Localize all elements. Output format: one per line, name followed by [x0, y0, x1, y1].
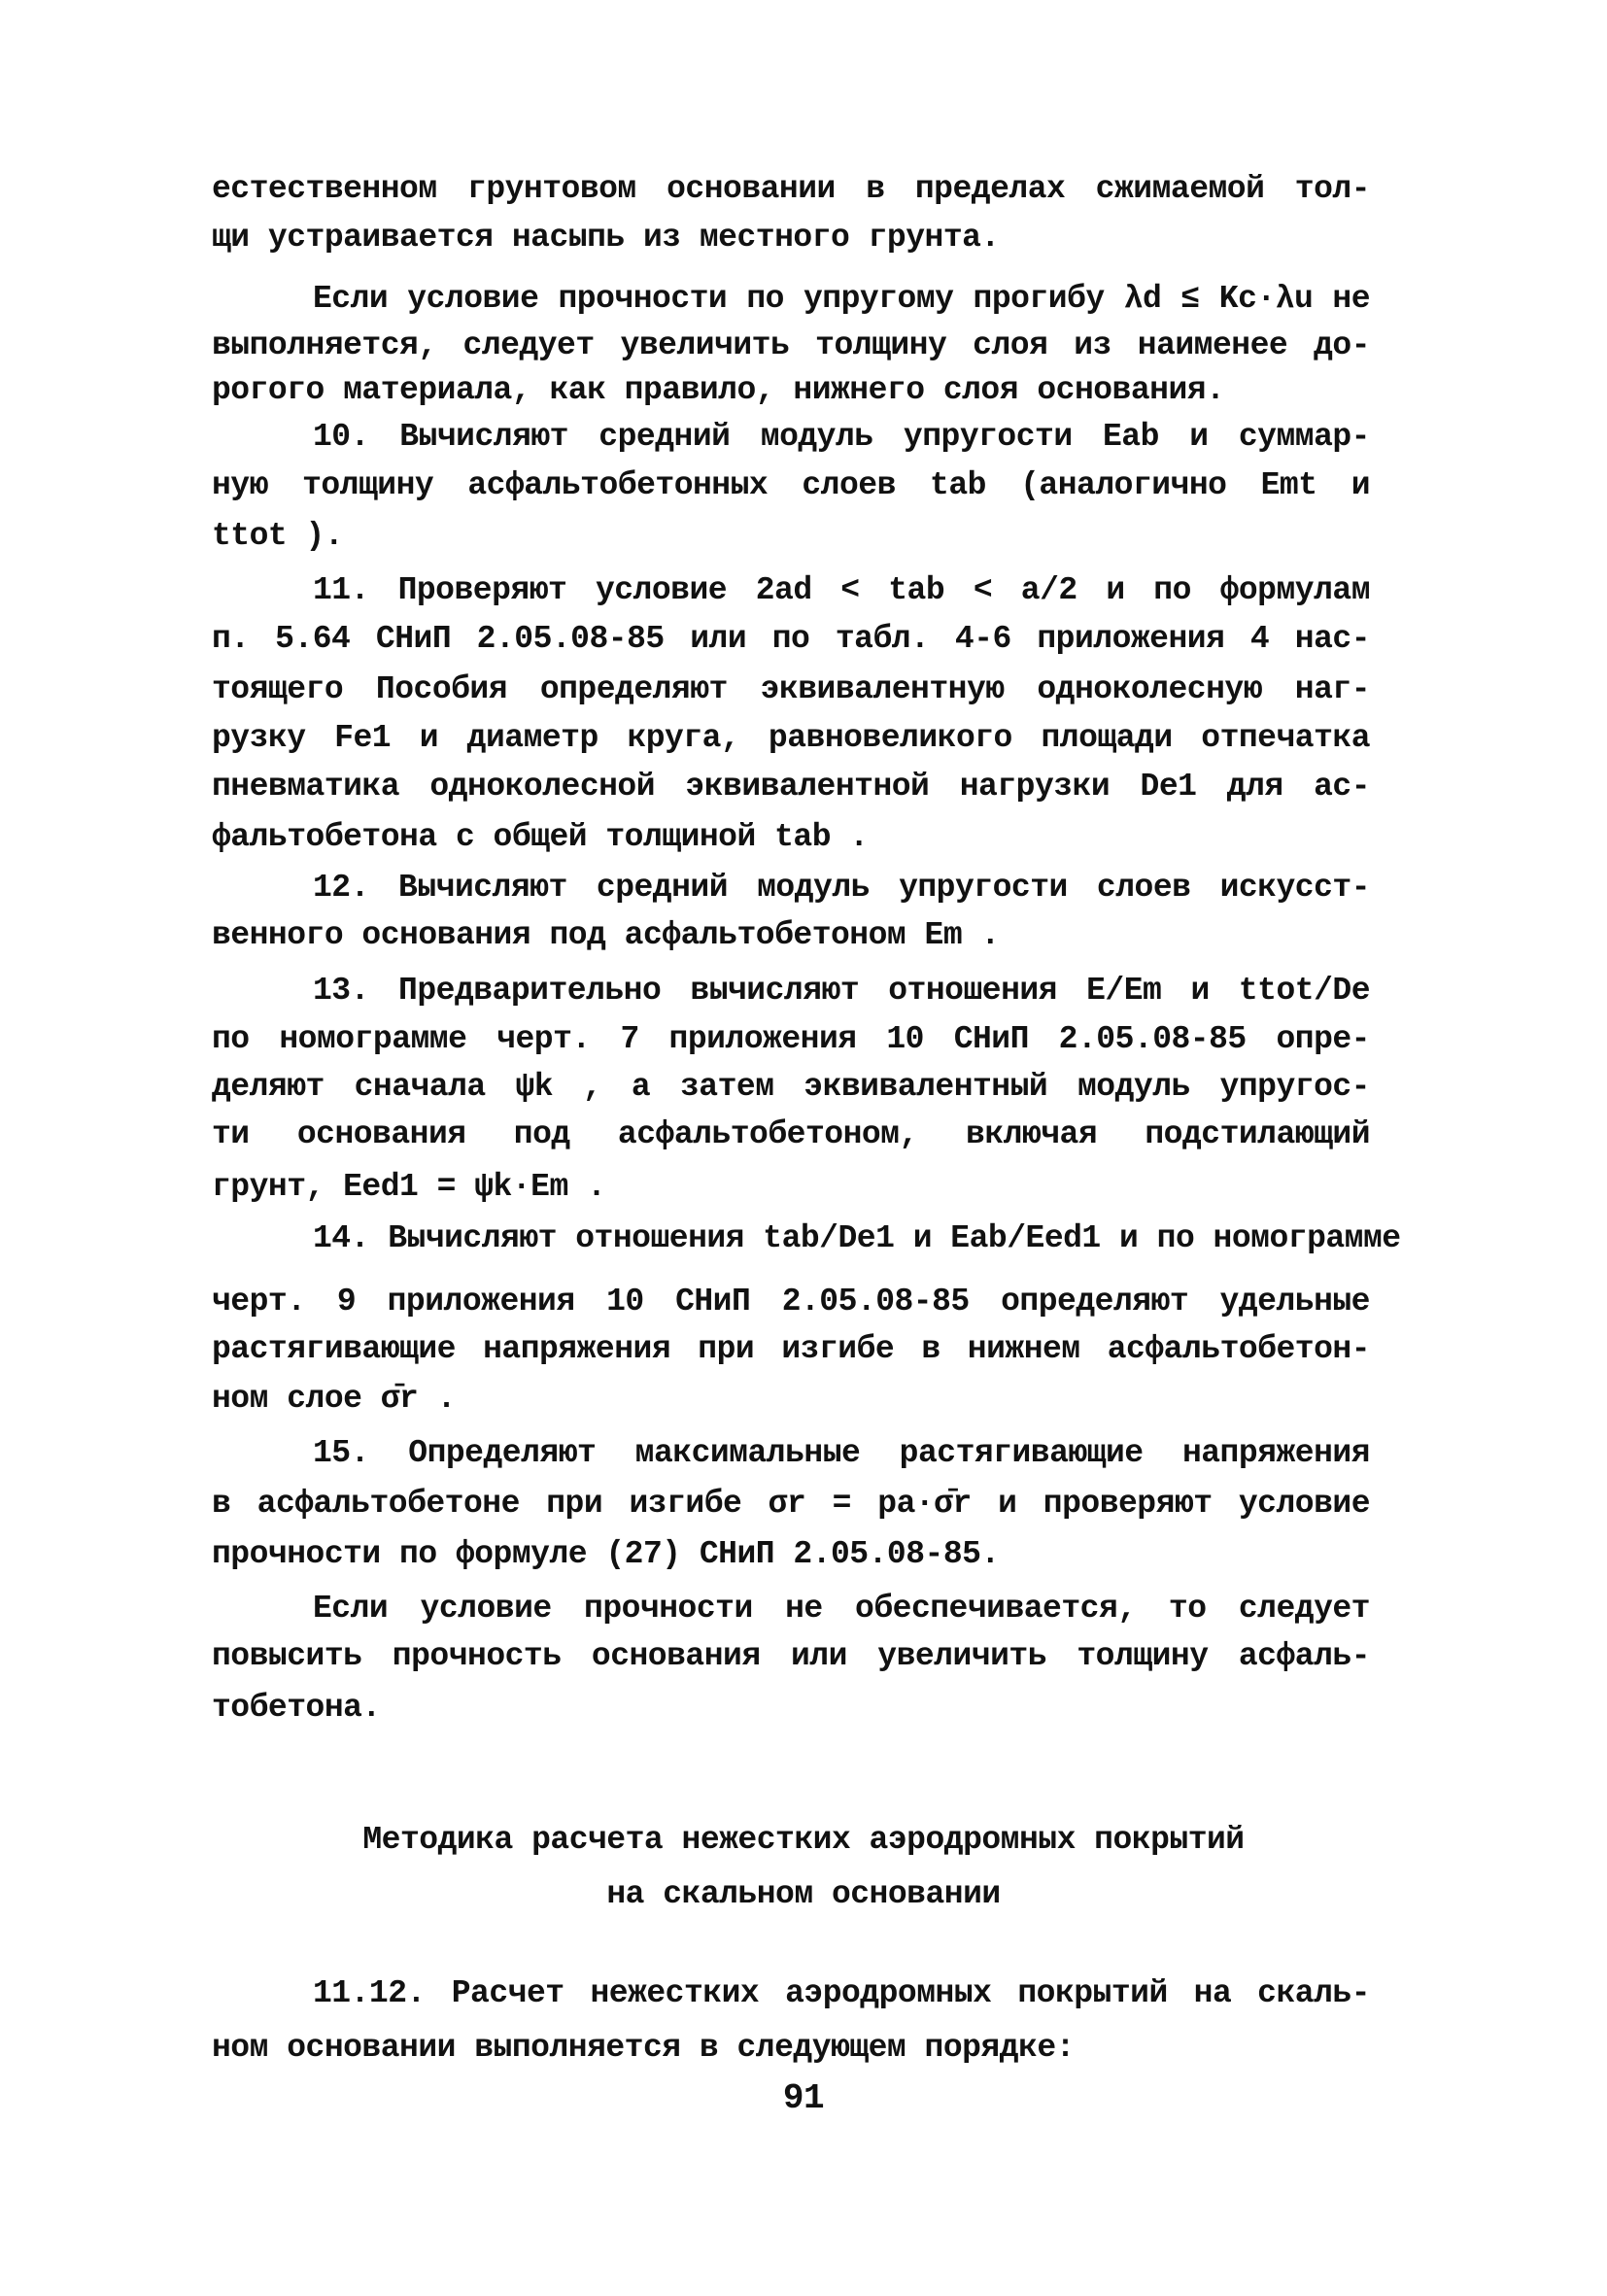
text-line: ном основании выполняется в следующем порядке: — [212, 2030, 1075, 2066]
text-line: деляют сначала ψk , а затем эквивалентный модуль упругос- — [212, 1069, 1370, 1105]
text-line: 13. Предварительно вычисляют отношения E/Em и ttot/De — [313, 973, 1370, 1009]
text-line: по номограмме черт. 7 приложения 10 СНиП 2.05.08-85 опре- — [212, 1021, 1370, 1057]
text-line: рузку Fe1 и диаметр круга, равновеликого площади отпечатка — [212, 720, 1370, 756]
text-line: выполняется, следует увеличить толщину слоя из наименее до- — [212, 327, 1370, 363]
text-line: ную толщину асфальтобетонных слоев tab (аналогично Emt и — [212, 467, 1370, 503]
text-line: ти основания под асфальтобетоном, включая подстилающий — [212, 1116, 1370, 1152]
text-line: 11.12. Расчет нежестких аэродромных покрытий на скаль- — [313, 1975, 1370, 2011]
text-line: ном слое σ̄r . — [212, 1381, 456, 1417]
text-line: фальтобетона с общей толщиной tab . — [212, 819, 869, 855]
text-line: пневматика одноколесной эквивалентной нагрузки De1 для ас- — [212, 769, 1370, 805]
section-heading: на скальном основании — [606, 1876, 1001, 1912]
section-heading: Методика расчета нежестких аэродромных покрытий — [362, 1822, 1245, 1858]
text-line: венного основания под асфальтобетоном Em . — [212, 917, 1000, 953]
text-line: 15. Определяют максимальные растягивающие напряжения — [313, 1435, 1370, 1471]
text-line: ttot ). — [212, 518, 344, 554]
text-line: в асфальтобетоне при изгибе σr = pa·σ̄r и проверяют условие — [212, 1486, 1370, 1522]
text-line: 12. Вычисляют средний модуль упругости слоев искусст- — [313, 870, 1370, 906]
text-line: 14. Вычисляют отношения tab/De1 и Eab/Eed1 и по номограмме — [313, 1220, 1401, 1256]
text-line: растягивающие напряжения при изгибе в нижнем асфальтобетон- — [212, 1331, 1370, 1367]
text-line: п. 5.64 СНиП 2.05.08-85 или по табл. 4-6 приложения 4 нас- — [212, 621, 1370, 657]
text-line: рогого материала, как правило, нижнего слоя основания. — [212, 372, 1225, 408]
page-number: 91 — [782, 2078, 825, 2118]
text-line: прочности по формуле (27) СНиП 2.05.08-85. — [212, 1536, 1000, 1572]
text-line: грунт, Eed1 = ψk·Em . — [212, 1169, 606, 1205]
text-line: повысить прочность основания или увеличить толщину асфаль- — [212, 1638, 1370, 1674]
text-line: естественном грунтовом основании в пределах сжимаемой тол- — [212, 171, 1370, 207]
text-line: черт. 9 приложения 10 СНиП 2.05.08-85 определяют удельные — [212, 1284, 1370, 1319]
text-line: 11. Проверяют условие 2ad < tab < a/2 и по формулам — [313, 572, 1370, 608]
text-line: тоящего Пособия определяют эквивалентную одноколесную наг- — [212, 671, 1370, 707]
text-line: Если условие прочности по упругому прогибу λd ≤ Kc·λu не — [313, 281, 1370, 317]
text-line: щи устраивается насыпь из местного грунта. — [212, 220, 1000, 256]
text-line: 10. Вычисляют средний модуль упругости Eab и суммар- — [313, 419, 1370, 455]
text-line: Если условие прочности не обеспечивается, то следует — [313, 1591, 1370, 1627]
text-line: тобетона. — [212, 1690, 381, 1726]
